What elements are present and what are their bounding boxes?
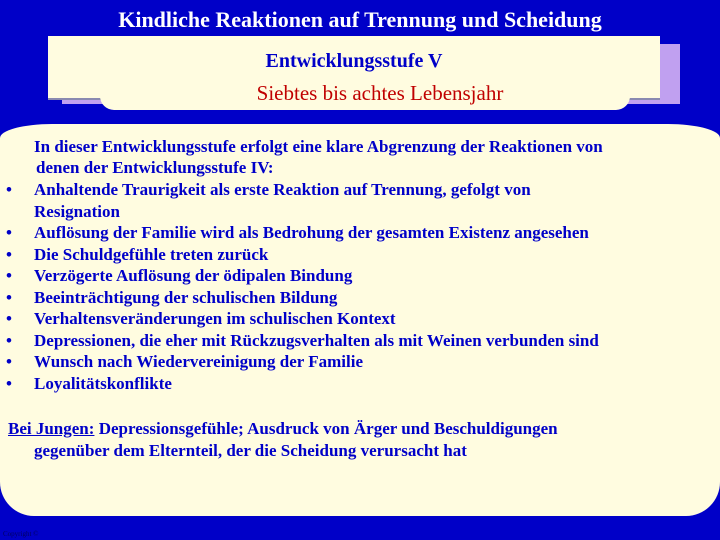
bullet-list <box>6 179 716 394</box>
bullet-icon: • <box>6 309 12 328</box>
list-item-text: Depressionen, die eher mit Rückzugsverhalten als mit Weinen verbunden sind <box>34 330 599 350</box>
bullet-icon: • <box>6 287 12 307</box>
list-item-text-cont: Resignation <box>34 201 120 221</box>
slide-title: Kindliche Reaktionen auf Trennung und Scheidung <box>118 7 602 32</box>
list-item-text: Beeinträchtigung der schulischen Bildung <box>34 287 338 307</box>
bullet-icon: • <box>6 266 12 285</box>
list-item <box>6 287 716 309</box>
intro-line-2: denen der Entwicklungsstufe IV: <box>36 158 274 177</box>
list-item-text: Verzögerte Auflösung der ödipalen Bindung <box>34 266 353 285</box>
list-item <box>6 330 716 352</box>
list-item <box>6 179 716 222</box>
bullet-icon: • <box>6 352 12 371</box>
list-item <box>6 244 716 266</box>
list-item <box>6 222 716 244</box>
boys-label: Bei Jungen: <box>8 419 95 438</box>
list-item-text: Auflösung der Familie wird als Bedrohung der gesamten Existenz angesehen <box>34 223 589 242</box>
bullet-icon: • <box>6 373 12 393</box>
footer-copyright: Copyright © <box>3 530 39 538</box>
list-item <box>6 308 716 330</box>
list-item-text: Anhaltende Traurigkeit als erste Reaktion auf Trennung, gefolgt von <box>34 180 531 199</box>
bullet-icon: • <box>6 180 12 199</box>
bullet-icon: • <box>6 223 12 242</box>
intro-text <box>10 136 715 178</box>
boys-text-cont: gegenüber dem Elternteil, der die Scheidung verursacht hat <box>34 440 467 460</box>
age-range: Siebtes bis achtes Lebensjahr <box>256 81 504 105</box>
list-item-text: Die Schuldgefühle treten zurück <box>34 244 269 264</box>
boys-text: Depressionsgefühle; Ausdruck von Ärger und Beschuldigungen <box>94 419 558 438</box>
list-item-text: Loyalitätskonflikte <box>34 373 172 393</box>
boys-note <box>8 418 713 461</box>
list-item <box>6 373 716 395</box>
list-item-text: Wunsch nach Wiedervereinigung der Familie <box>34 352 364 371</box>
list-item <box>6 351 716 373</box>
intro-line-1: In dieser Entwicklungsstufe erfolgt eine klare Abgrenzung der Reaktionen von <box>34 137 603 156</box>
list-item-text: Verhaltensveränderungen im schulischen Kontext <box>34 309 396 328</box>
bullet-icon: • <box>6 330 12 350</box>
list-item <box>6 265 716 287</box>
bullet-icon: • <box>6 244 12 264</box>
stage-heading: Entwicklungsstufe V <box>265 50 443 72</box>
